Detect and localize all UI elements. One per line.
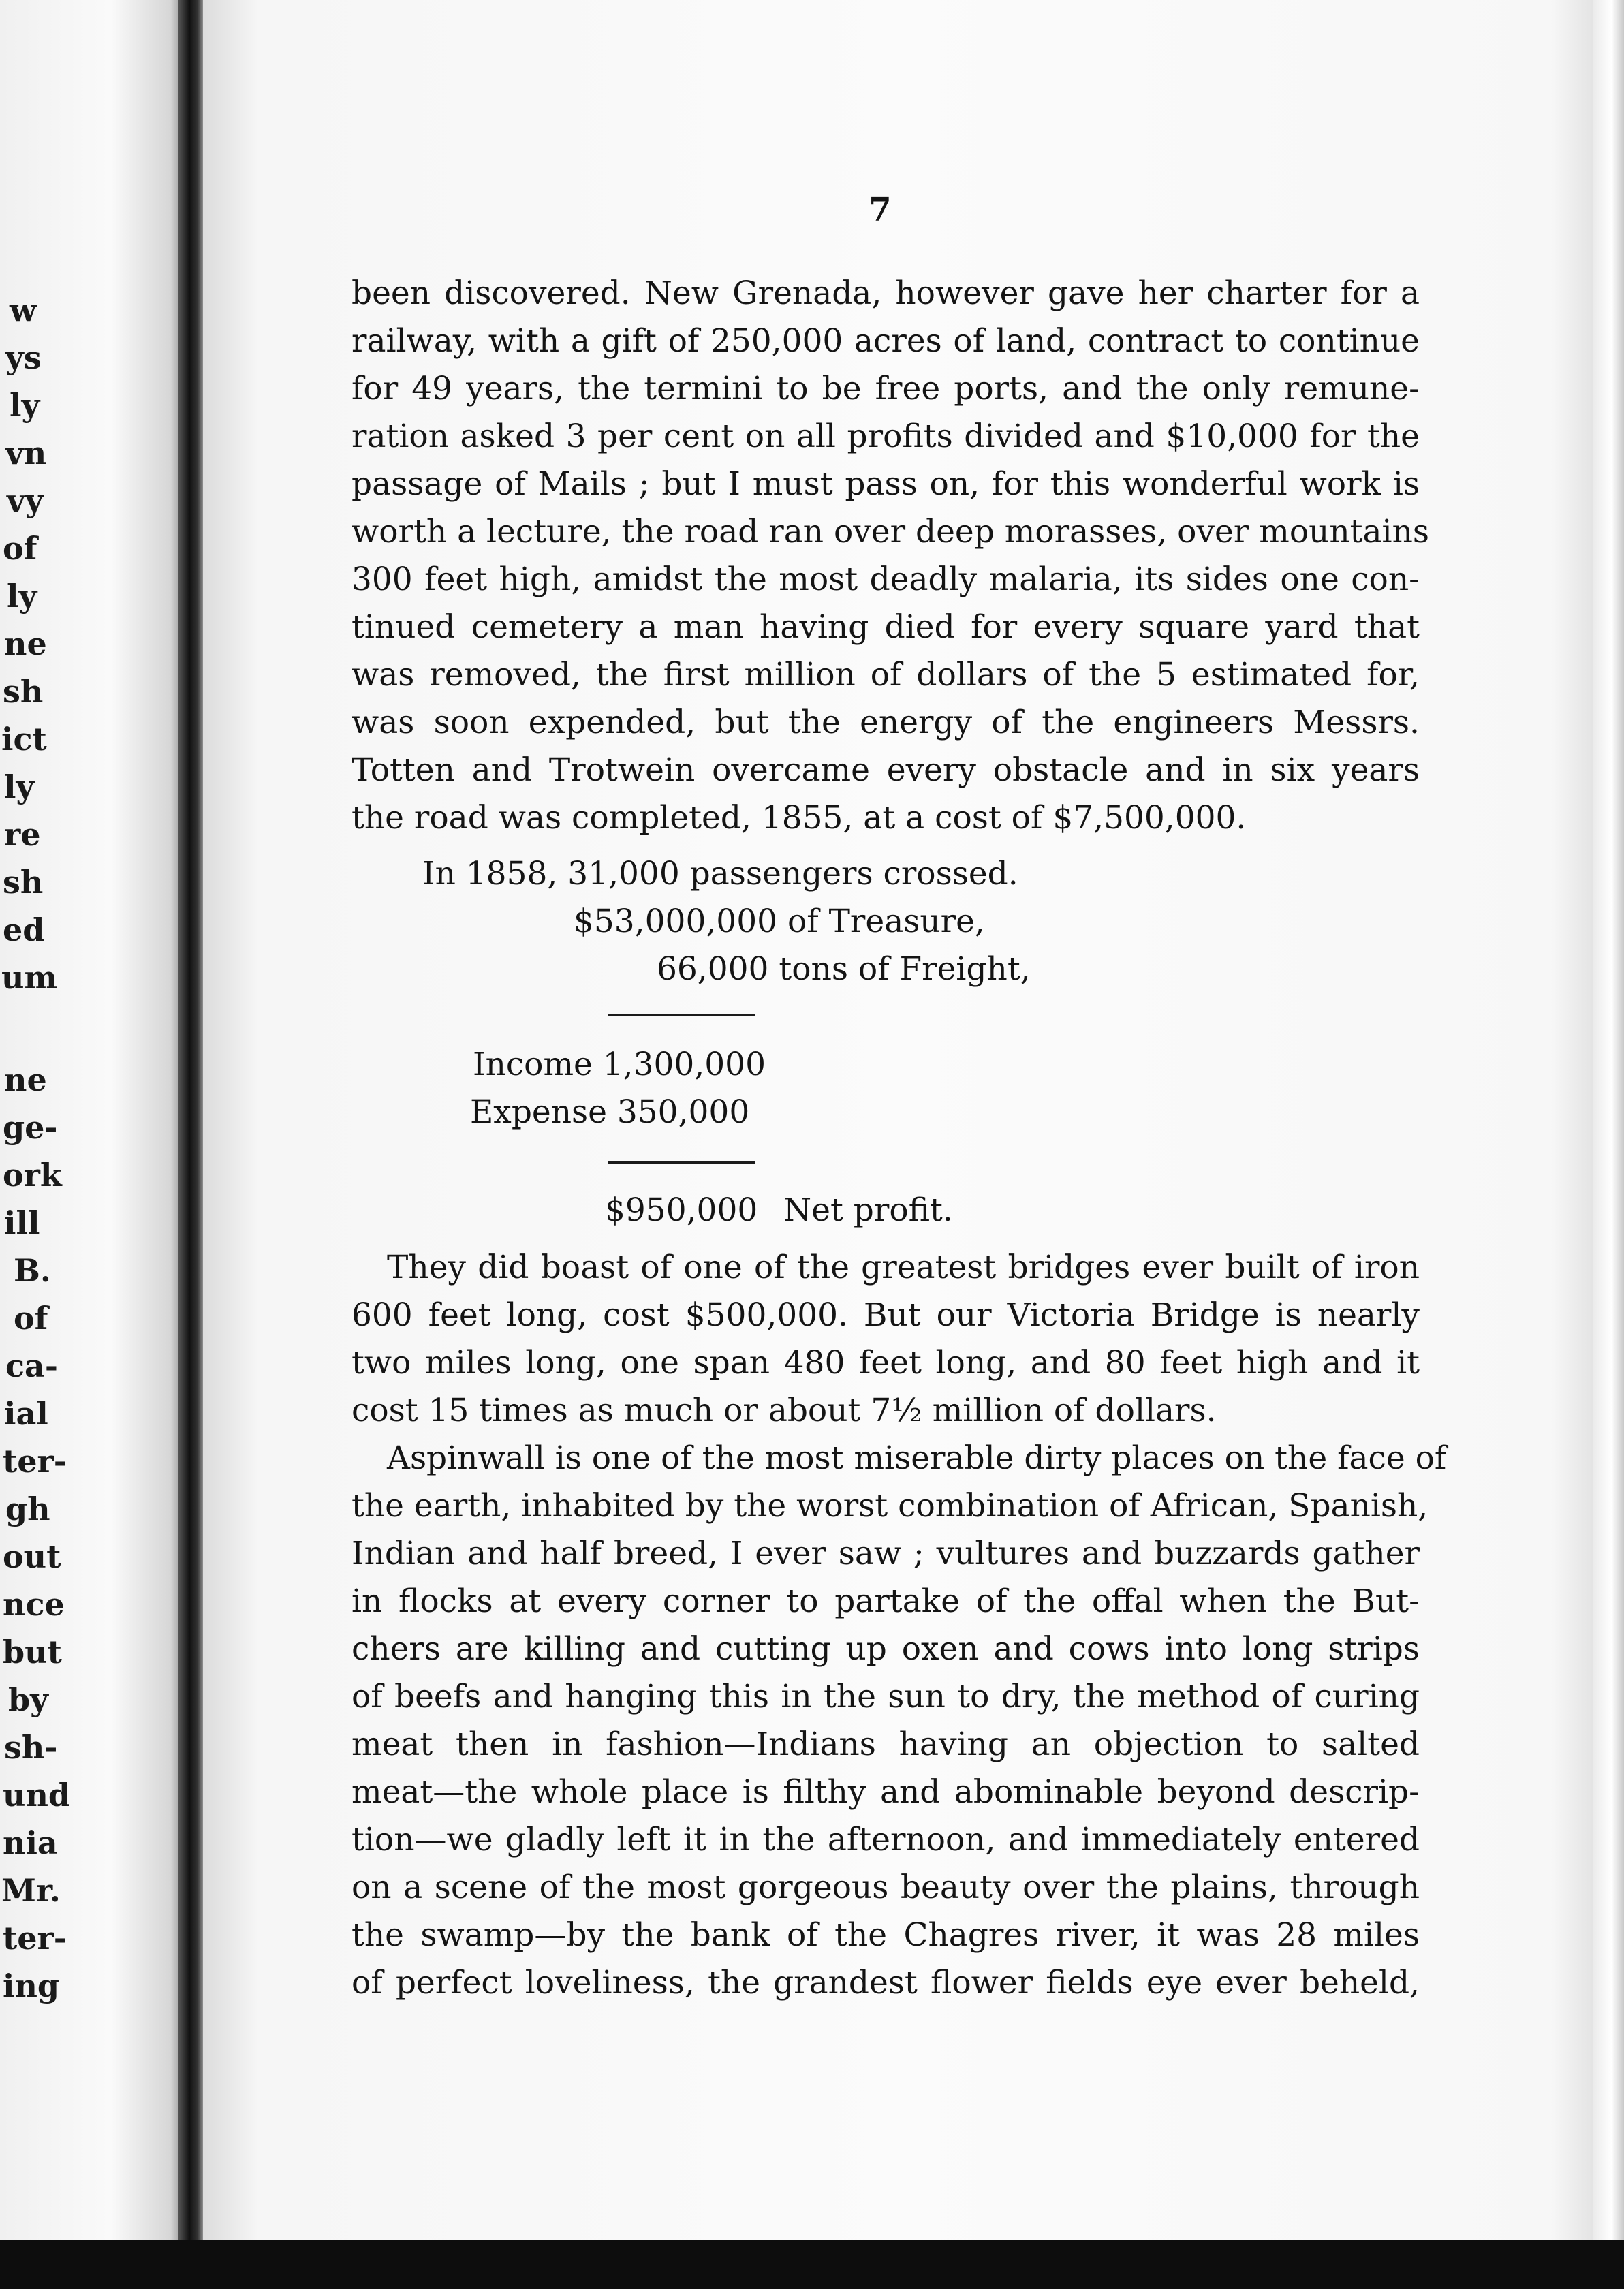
paragraph-line: railway, with a gift of 250,000 acres of land, contract to continue — [352, 322, 1420, 360]
facing-page-fragment: ing — [3, 1967, 60, 2004]
facing-page-fragment: und — [3, 1777, 71, 1813]
facing-page-fragment: ys — [5, 339, 42, 376]
page-edge — [1593, 0, 1624, 2248]
paragraph-line: meat then in fashion—Indians having an objection to salted — [352, 1726, 1420, 1763]
facing-page-fragment: vn — [5, 435, 47, 471]
paragraph-line: 300 feet high, amidst the most deadly malaria, its sides one con- — [352, 561, 1420, 598]
paragraph-line: of perfect loveliness, the grandest flower fields eye ever beheld, — [352, 1964, 1420, 2002]
stat-passengers: In 1858, 31,000 passengers crossed. — [422, 855, 1018, 892]
facing-page-fragment: vy — [7, 482, 44, 519]
facing-page-fragment: ict — [1, 721, 47, 758]
paragraph-line: was soon expended, but the energy of the engineers Messrs. — [352, 704, 1420, 741]
facing-page-fragment: Mr. — [1, 1872, 61, 1909]
paragraph-line: Totten and Trotwein overcame every obstacle and in six years — [352, 751, 1420, 789]
divider-rule — [608, 1014, 755, 1016]
paragraph-line: the road was completed, 1855, at a cost of $7,500,000. — [352, 799, 1247, 837]
facing-page-fragment: of — [3, 530, 37, 567]
paragraph-line: for 49 years, the termini to be free ports, and the only remune- — [352, 370, 1420, 407]
facing-page-fragment: ial — [4, 1395, 48, 1432]
facing-page-fragment: ly — [7, 578, 37, 614]
facing-page-fragment: but — [3, 1634, 62, 1670]
stat-net-label: Net profit. — [783, 1192, 953, 1229]
paragraph-line: of beefs and hanging this in the sun to dry, the method of curing — [352, 1678, 1420, 1715]
facing-page-fragment: B. — [14, 1252, 51, 1289]
facing-page-fragment: ge- — [3, 1109, 58, 1146]
paragraph-line: been discovered. New Grenada, however gave her charter for a — [352, 275, 1420, 312]
facing-page-fragment: ne — [4, 1061, 47, 1098]
facing-page-fragment: of — [14, 1300, 48, 1337]
facing-page-edge — [0, 0, 185, 2240]
facing-page-fragment: nce — [3, 1586, 65, 1623]
paragraph-line: tinued cemetery a man having died for every square yard that — [352, 608, 1420, 646]
paragraph-line: 600 feet long, cost $500,000. But our Victoria Bridge is nearly — [352, 1296, 1420, 1334]
facing-page-fragment: um — [1, 959, 58, 996]
page-number: 7 — [869, 191, 892, 229]
paragraph-line: the earth, inhabited by the worst combination of African, Spanish, — [352, 1487, 1428, 1525]
paragraph-line: passage of Mails ; but I must pass on, for this wonderful work is — [352, 465, 1420, 503]
divider-rule — [608, 1161, 755, 1164]
facing-page-fragment: gh — [5, 1491, 50, 1527]
stat-freight: 66,000 tons of Freight, — [657, 950, 1031, 988]
paragraph-line: ration asked 3 per cent on all profits divided and $10,000 for the — [352, 418, 1420, 455]
facing-page-fragment: ca- — [5, 1348, 58, 1384]
paragraph-line: chers are killing and cutting up oxen and cows into long strips — [352, 1630, 1420, 1668]
paragraph-line: on a scene of the most gorgeous beauty over the plains, through — [352, 1869, 1420, 1906]
scan-border — [0, 2240, 1624, 2289]
paragraph-line: tion—we gladly left it in the afternoon, and immediately entered — [352, 1821, 1420, 1858]
paragraph-line: Aspinwall is one of the most miserable dirty places on the face of — [387, 1439, 1447, 1477]
facing-page-fragment: ly — [4, 768, 35, 805]
facing-page-fragment: by — [8, 1681, 48, 1718]
facing-page-fragment: ed — [3, 912, 45, 948]
facing-page-fragment: re — [4, 816, 41, 853]
facing-page-fragment: ork — [3, 1157, 62, 1194]
paragraph-line: worth a lecture, the road ran over deep morasses, over mountains — [352, 513, 1429, 550]
facing-page-fragment: ter- — [3, 1920, 67, 1957]
facing-page-fragment: sh- — [4, 1729, 58, 1766]
stat-treasure: $53,000,000 of Treasure, — [574, 903, 985, 940]
facing-page-fragment: ter- — [3, 1443, 67, 1480]
stat-income: Income 1,300,000 — [473, 1046, 766, 1083]
paragraph-line: in flocks at every corner to partake of the offal when the But- — [352, 1583, 1420, 1620]
paragraph-line: was removed, the first million of dollars of the 5 estimated for, — [352, 656, 1420, 694]
paragraph-line: They did boast of one of the greatest bridges ever built of iron — [387, 1249, 1420, 1286]
facing-page-fragment: sh — [3, 864, 44, 901]
paragraph-line: the swamp—by the bank of the Chagres river, it was 28 miles — [352, 1916, 1420, 1954]
facing-page-fragment: out — [3, 1538, 61, 1575]
paragraph-line: cost 15 times as much or about 7½ million of dollars. — [352, 1392, 1217, 1429]
facing-page-fragment: nia — [3, 1824, 58, 1861]
facing-page-fragment: w — [10, 292, 37, 328]
stat-expense: Expense 350,000 — [470, 1093, 750, 1131]
facing-page-fragment: sh — [3, 673, 44, 710]
paragraph-line: two miles long, one span 480 feet long, and 80 feet high and it — [352, 1344, 1420, 1382]
facing-page-fragment: ill — [4, 1204, 40, 1241]
paragraph-line: Indian and half breed, I ever saw ; vultures and buzzards gather — [352, 1535, 1420, 1572]
paragraph-line: meat—the whole place is filthy and abominable beyond descrip- — [352, 1773, 1420, 1811]
book-gutter — [178, 0, 206, 2289]
stat-net-amount: $950,000 — [605, 1192, 758, 1229]
facing-page-fragment: ly — [10, 387, 40, 424]
facing-page-fragment: ne — [4, 625, 47, 662]
